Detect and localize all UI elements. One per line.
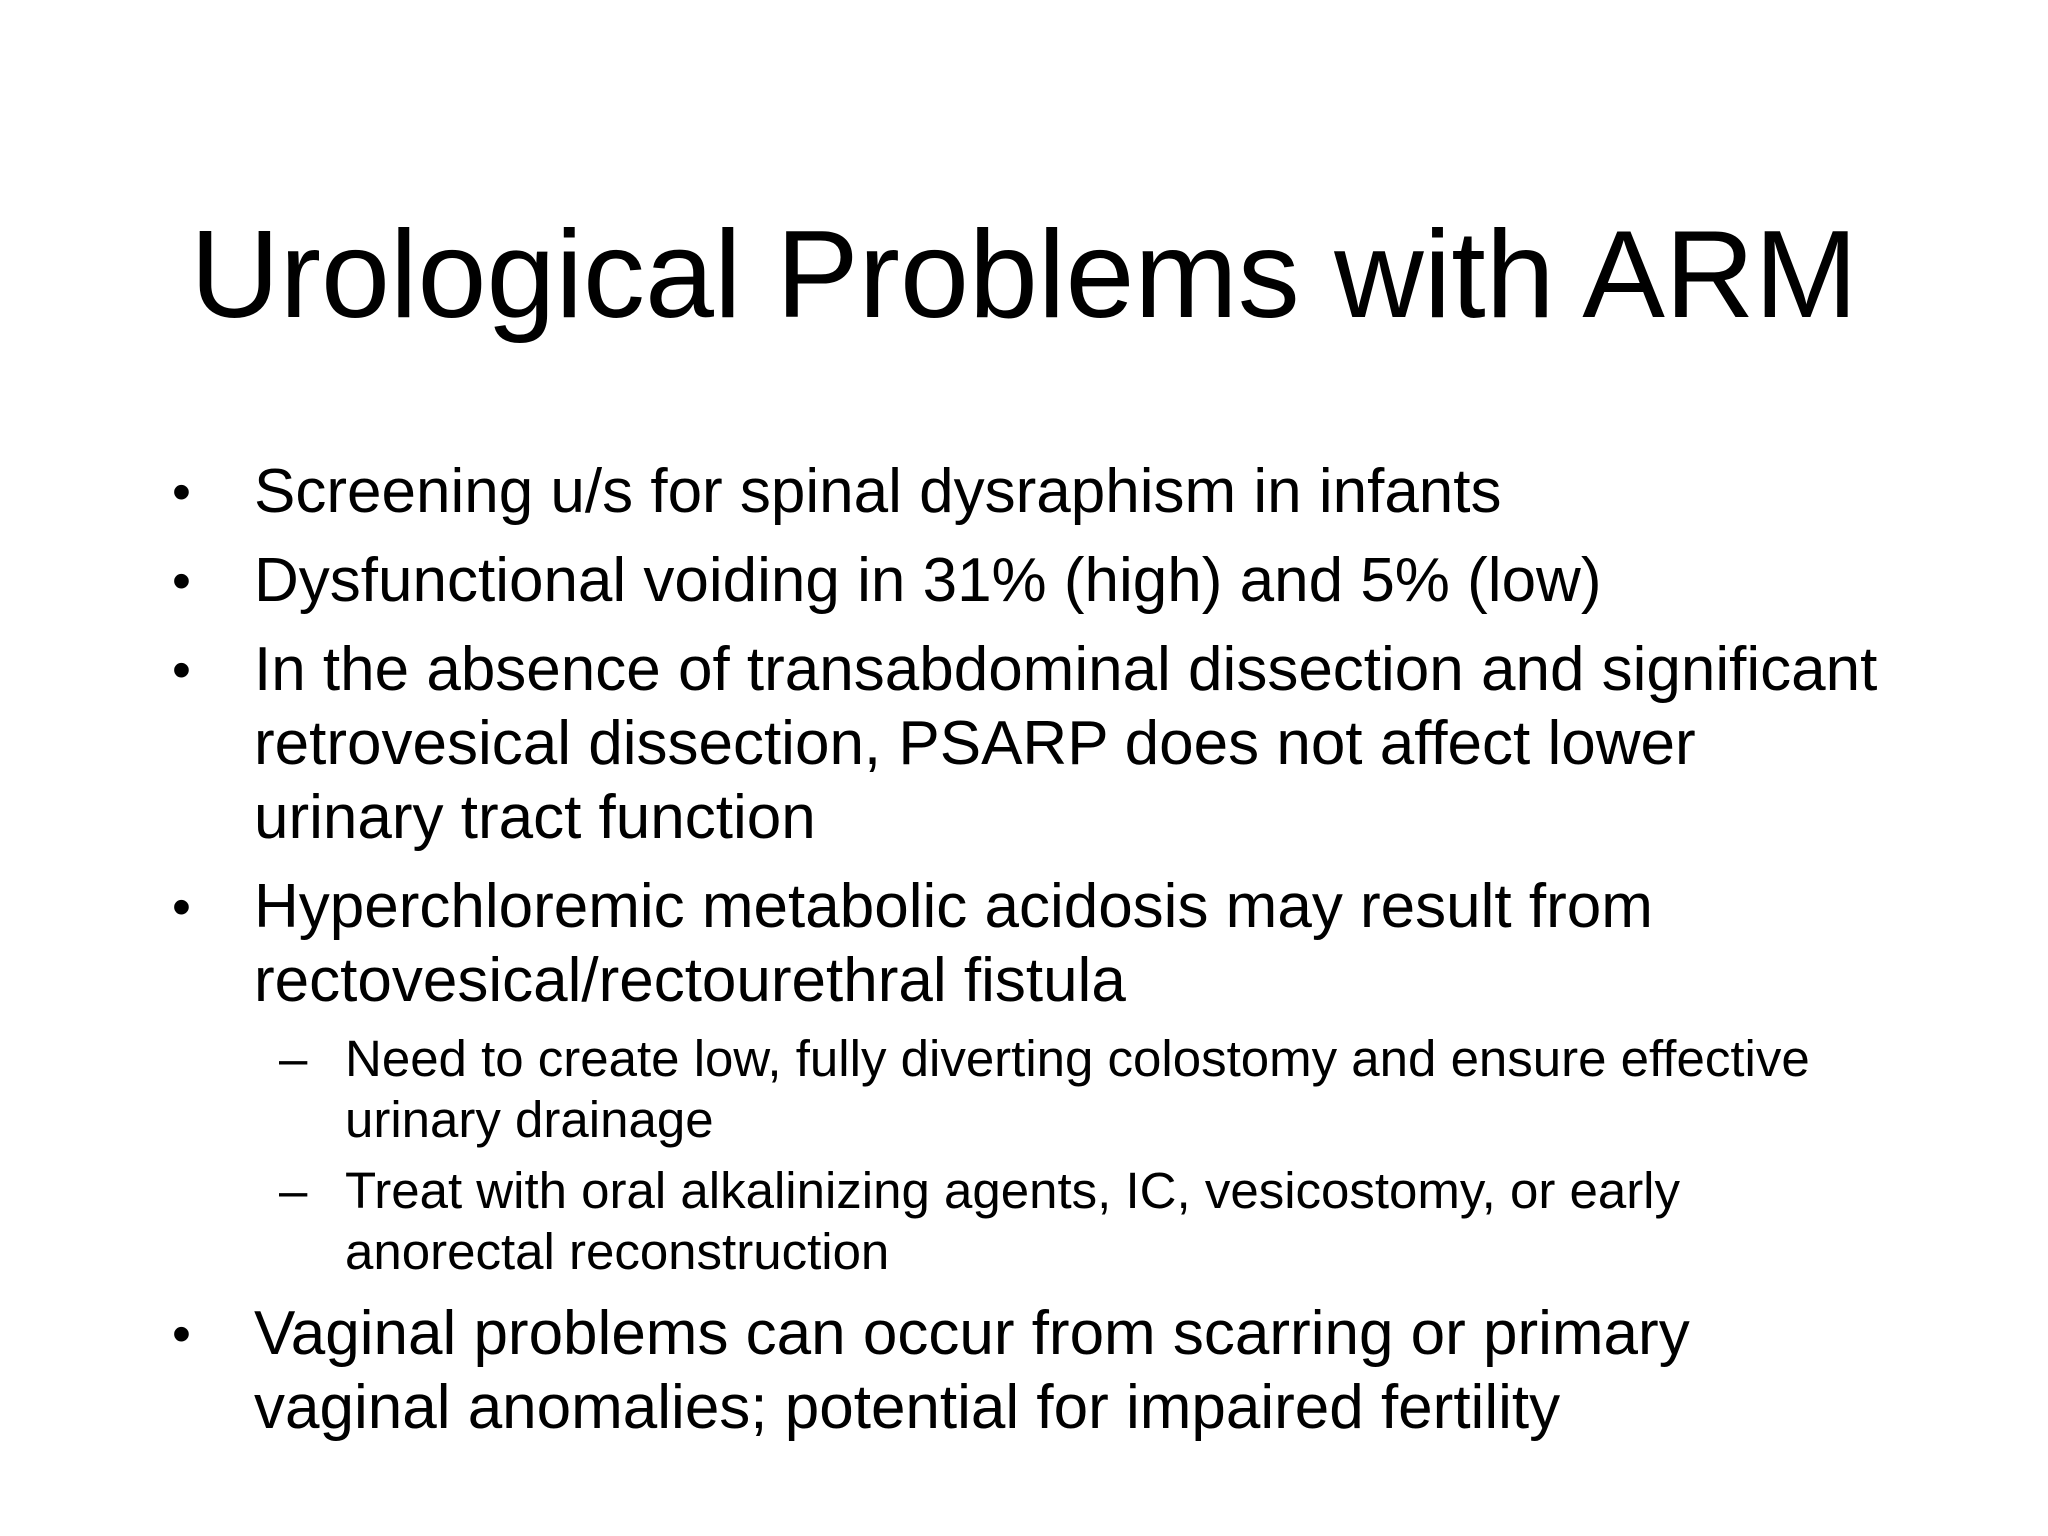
bullet-text: In the absence of transabdominal dissection and significant retrovesical dissection, PSARP does not affect lower urinary tract function — [254, 635, 1878, 852]
sub-bullet-list — [172, 1028, 1892, 1282]
dash-icon: – — [279, 1162, 308, 1219]
bullet-icon: • — [172, 551, 191, 611]
bullet-icon: • — [172, 640, 191, 700]
slide-title: Urological Problems with ARM — [190, 206, 1858, 344]
bullet-text: Hyperchloremic metabolic acidosis may result from rectovesical/rectourethral fistula — [254, 872, 1653, 1015]
bullet-item — [172, 1297, 1892, 1445]
dash-icon: – — [279, 1030, 308, 1087]
bullet-item — [172, 544, 1892, 618]
bullet-item — [172, 455, 1892, 529]
sub-bullet-text: Need to create low, fully diverting colostomy and ensure effective urinary drainage — [345, 1030, 1810, 1148]
bullet-item — [172, 633, 1892, 855]
bullet-text: Dysfunctional voiding in 31% (high) and 5% (low) — [254, 546, 1602, 615]
bullet-icon: • — [172, 1304, 191, 1364]
bullet-text: Screening u/s for spinal dysraphism in infants — [254, 457, 1502, 526]
bullet-icon: • — [172, 877, 191, 937]
sub-bullet-text: Treat with oral alkalinizing agents, IC, vesicostomy, or early anorectal reconstruction — [345, 1162, 1681, 1280]
sub-bullet-item — [172, 1160, 1892, 1282]
sub-bullet-item — [172, 1028, 1892, 1150]
bullet-item — [172, 870, 1892, 1018]
bullet-icon: • — [172, 462, 191, 522]
bullet-text: Vaginal problems can occur from scarring or primary vaginal anomalies; potential for impaired fertility — [254, 1299, 1690, 1442]
bullet-list — [172, 455, 1892, 1460]
